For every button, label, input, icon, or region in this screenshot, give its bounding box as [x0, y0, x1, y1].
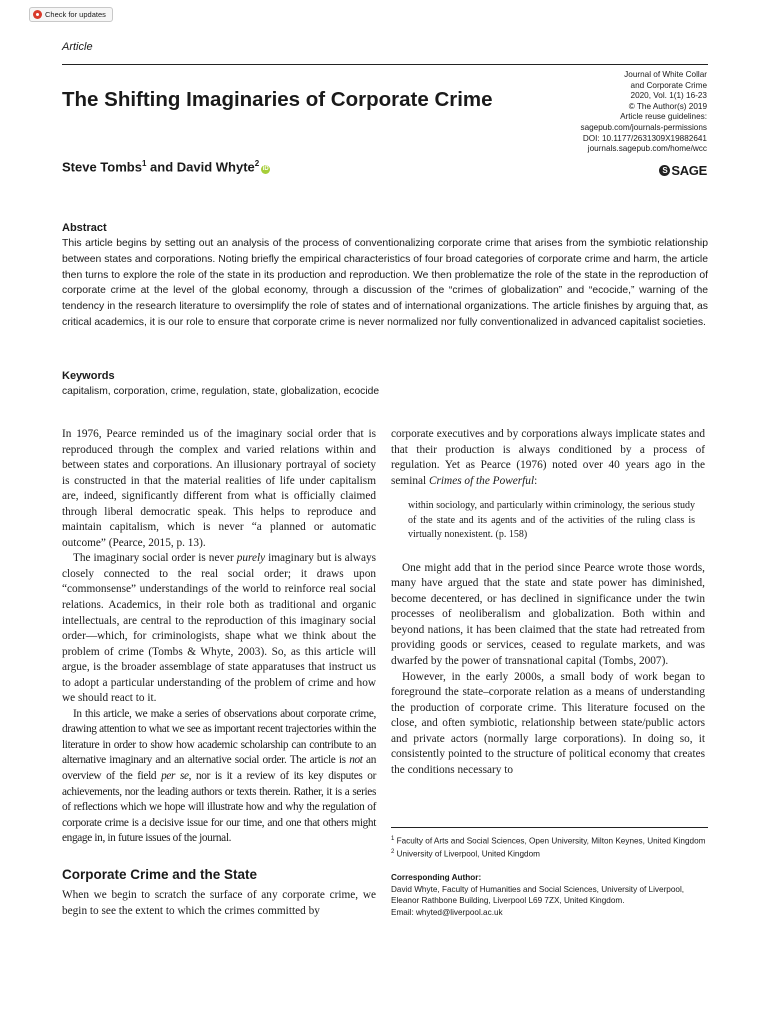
journal-info-line: © The Author(s) 2019 [628, 101, 707, 111]
journal-info-line: 2020, Vol. 1(1) 16-23 [630, 91, 707, 101]
affiliation-footnote [391, 847, 708, 860]
footnote-text: Faculty of Arts and Social Sciences, Open University, Milton Keynes, United Kingdom [394, 836, 706, 846]
affiliation-marker: 1 [141, 159, 147, 168]
body-paragraph [62, 551, 376, 706]
journal-info-line: Journal of White Collar [624, 70, 707, 79]
paper-title: The Shifting Imaginaries of Corporate Crime [62, 88, 493, 111]
corresponding-author-heading: Corresponding Author: [391, 873, 482, 883]
body-paragraph [62, 707, 376, 847]
block-quote: within sociology, and particularly within criminology, the serious study of the state and its agents and of the activities of the ruling class is virtually nonexistent. (p. 158) [408, 500, 695, 541]
text-run: corporate executives and by corporations always implicate states and that their production is always conditioned by a process of regulation. Yet as Pearce (1976) noted over 40 years ago in the seminal [391, 428, 705, 487]
crossmark-icon [33, 10, 42, 19]
author-separator: and [146, 159, 177, 175]
body-column-left [62, 427, 376, 919]
keywords-heading: Keywords [62, 370, 115, 382]
author-list [62, 159, 270, 174]
footnote-text: University of Liverpool, United Kingdom [394, 849, 540, 859]
publisher-logo [659, 163, 707, 178]
doi-link[interactable]: DOI: 10.1177/2631309X19882641 [582, 133, 707, 143]
affiliation-marker: 2 [254, 159, 260, 168]
footnote-divider [391, 827, 708, 828]
footnote-marker: 2 [391, 849, 395, 856]
keywords-text: capitalism, corporation, crime, regulation, state, globalization, ecocide [62, 386, 380, 397]
permissions-link[interactable]: sagepub.com/journals-permissions [580, 122, 707, 132]
corresponding-author-text: David Whyte, Faculty of Humanities and Social Sciences, University of Liverpool, Eleanor Rathbone Building, Liverpool L69 7ZX, United Kingdom. [391, 884, 685, 906]
text-run: : [534, 474, 538, 487]
article-type-label: Article [62, 41, 93, 53]
footnotes-block [391, 834, 708, 918]
author-name[interactable]: Steve Tombs [62, 159, 142, 175]
text-run: In this article, we make a series of observations about corporate crime, drawing attention to what we see as important recent trajectories within the literature in order to show how academic scholarship can contribute to an alternative imaginary and an alternative social order. The article is [62, 707, 376, 767]
footnote-marker: 1 [391, 836, 395, 842]
body-column-right [391, 427, 705, 778]
emphasis-text: not [349, 754, 363, 767]
text-run: imaginary but is always closely connected to the real social order; it draws upon “commonsense” understandings of the world to reinforce real social relations. Academics, in their role both as traditional and organic intellectuals, are central to the reproduction of this imaginary social order—which, for criminologists, shape what we think about the problem of crime (Tombs & Whyte, 2003). So, as this article will argue, is the broader assemblage of state apparatuses that instruct us to adopt a particular understanding of the problem of crime and how we should react to it. [62, 552, 377, 705]
body-paragraph [391, 427, 705, 489]
text-run: The imaginary social order is never [73, 552, 237, 565]
body-paragraph: In 1976, Pearce reminded us of the imaginary social order that is reproduced through the complex and varied relations within and between states and corporations. An illusionary portrayal of society is constructed in that the material realities of life under capitalism are, indeed, significantly different from what is officially claimed through liberal democratic speak. This helps to reproduce and maintain capitalism, which is never “a planned or automatic outcome” (Pearce, 2015, p. 13). [62, 428, 376, 549]
author-name[interactable]: David Whyte [176, 159, 255, 175]
text-run: , nor is it a review of its key disputes or achievements, nor the leading authors or texts therein. Rather, it is a series of reflections which we hope will illustrate how and why the regulation of corporate crime is a decisive issue for our time, and one that others might engage in, in future issues of the journal. [62, 770, 376, 845]
body-paragraph: However, in the early 2000s, a small body of work began to foreground the state–corporate relation as a means of understanding the production of corporate crime. This literature focused on the close, and often symbiotic, relationship between state/public actors and private actors (normally large corporations). In doing so, it consistently pointed to the structure of political economy that creates the conditions necessary to [391, 670, 705, 776]
check-for-updates-label: Check for updates [45, 10, 106, 19]
affiliation-footnote [391, 834, 708, 847]
journal-info-line: and Corporate Crime [630, 80, 707, 90]
corresponding-author-email[interactable]: Email: whyted@liverpool.ac.uk [391, 907, 503, 917]
publisher-logo-text: SAGE [671, 163, 707, 178]
abstract-text: This article begins by setting out an analysis of the process of conventionalizing corporate crime that arises from the symbiotic relationship between states and corporations. Noting briefly the empirical characteristics of four broad categories of corporate crime and harm, the article then turns to explore the role of the state in its production and reproduction. We then problematize the role of the state in the reproduction of corporate crime at the level of the global economy, through a discussion of the “crimes of globalization” and “ecocide,” warning of the tendency in the research literature to oversimplify the role of states and of international organizations. The article finishes by arguing that, as critical academics, it is our role to ensure that corporate crime is never normalized nor fully conventionalized in advanced capitalist societies. [62, 238, 708, 328]
emphasis-text: purely [236, 552, 266, 565]
abstract-heading: Abstract [62, 222, 107, 234]
body-paragraph: One might add that in the period since Pearce wrote those words, many have argued that the state and state power has diminished, become decentered, or has declined in significance under the twin processes of neoliberalism and globalization. Both within and beyond nations, it has been claimed that the state had retreated from providing goods or services, ceased to regulate markets, and was dwarfed by the power of transnational capital (Tombs, 2007). [391, 561, 705, 667]
journal-home-link[interactable]: journals.sagepub.com/home/wcc [587, 144, 707, 154]
journal-info-block [580, 70, 707, 155]
journal-info-line: Article reuse guidelines: [620, 112, 707, 122]
check-for-updates-badge[interactable] [29, 7, 113, 22]
orcid-icon[interactable]: iD [262, 166, 269, 173]
body-paragraph: When we begin to scratch the surface of any corporate crime, we begin to see the extent to which the crimes committed by [62, 889, 376, 917]
text-run: an overview of the field [62, 754, 376, 783]
header-divider [62, 64, 708, 65]
emphasis-text: per se [161, 770, 189, 783]
sage-logo-icon: S [659, 165, 670, 176]
cited-work-title: Crimes of the Powerful [428, 474, 535, 487]
section-heading: Corporate Crime and the State [62, 866, 258, 882]
